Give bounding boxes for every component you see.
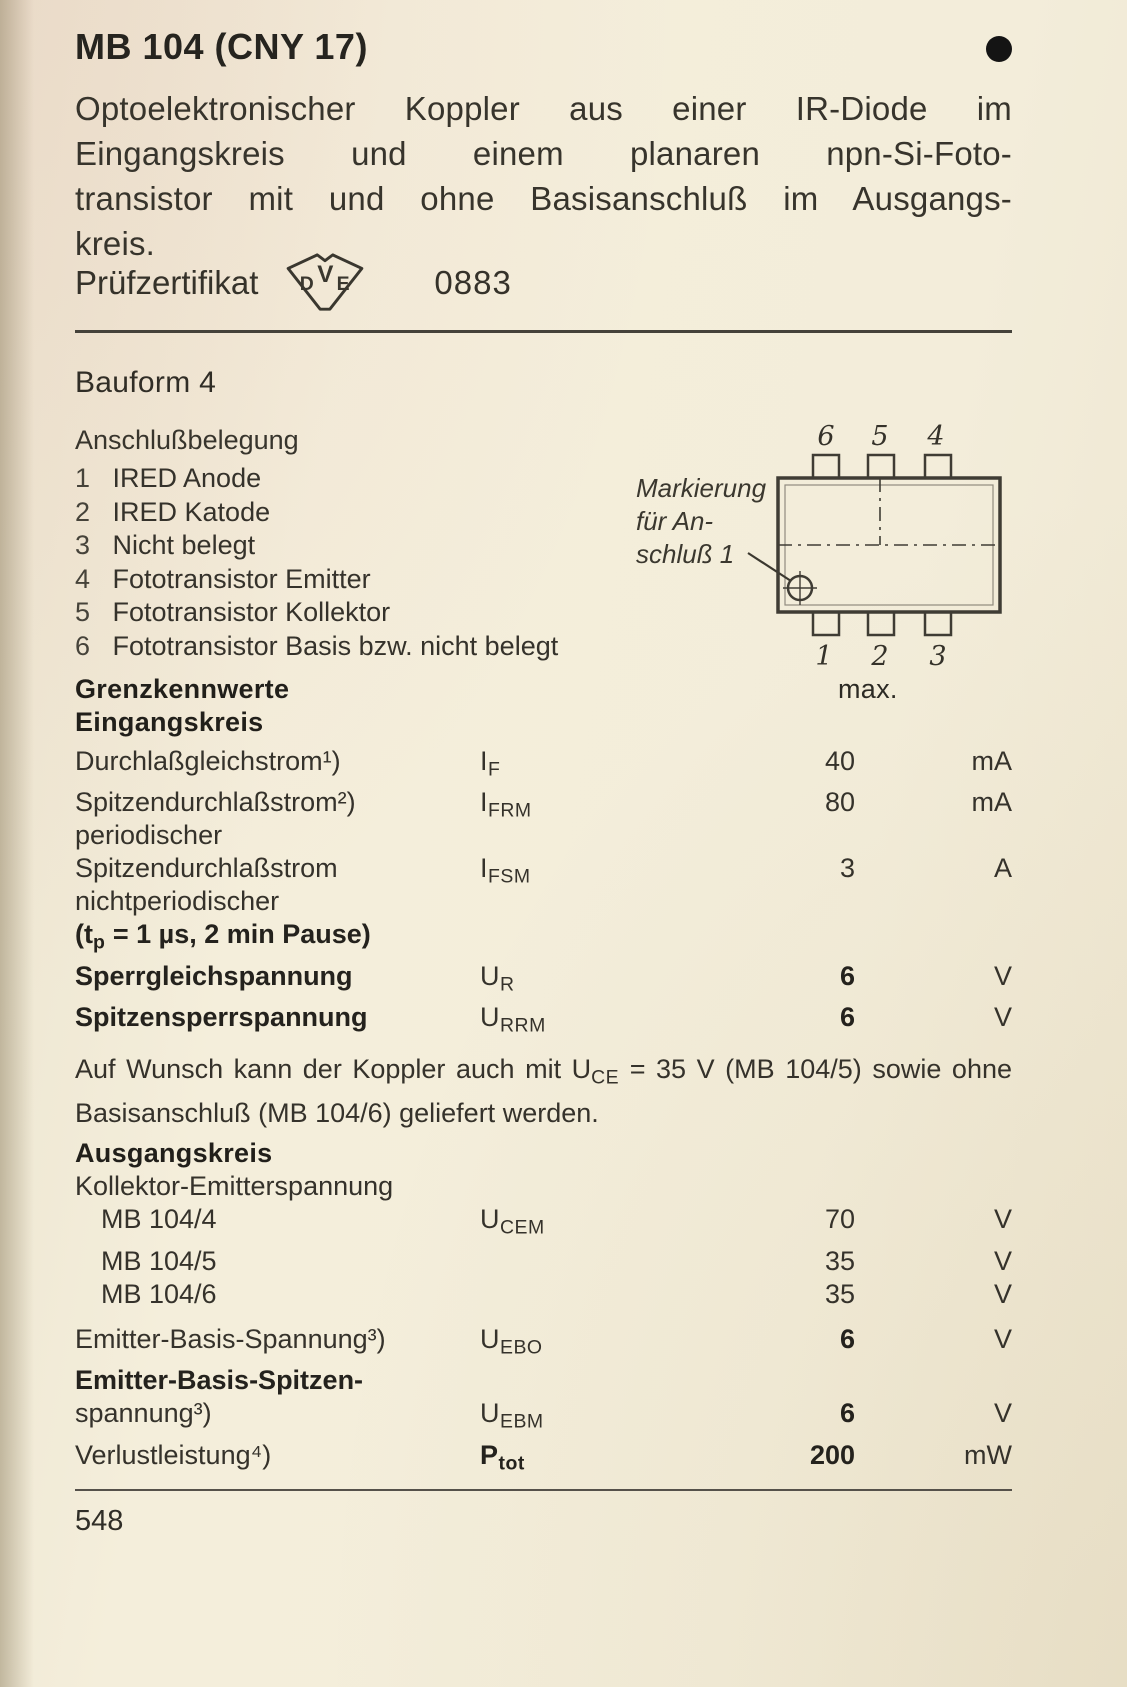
certificate-row	[75, 250, 1012, 316]
limit-symbol	[480, 1439, 675, 1480]
limit-value: 3	[839, 853, 855, 884]
limit-unit: mA	[971, 746, 1012, 776]
pin-number: 5	[75, 597, 91, 627]
input-circuit-heading: Eingangskreis	[75, 707, 264, 737]
variant-label: MB 104/5	[101, 1245, 217, 1276]
certificate-label: Prüfzertifikat	[75, 264, 259, 301]
limit-unit: V	[993, 1323, 1012, 1354]
note-subscript: CE	[591, 1066, 620, 1089]
limit-symbol	[480, 1323, 675, 1364]
output-circuit-heading: Ausgangskreis	[75, 1138, 273, 1169]
limit-symbol	[480, 1245, 675, 1278]
package-pin-bottom	[925, 612, 951, 635]
limit-value: 200	[809, 1439, 855, 1470]
intro-line-2: Eingangskreis und einem planaren npn-Si-Foto-	[75, 135, 1012, 172]
bottom-pin-number-3: 3	[929, 641, 947, 672]
pin-number: 2	[75, 496, 91, 527]
page-number: 548	[75, 1505, 124, 1537]
top-pin-number-5: 5	[871, 421, 889, 452]
limit-label-line: Spitzendurchlaßstrom	[75, 853, 338, 884]
limit-value: 35	[824, 1278, 855, 1309]
symbol-base: U	[480, 1323, 500, 1354]
group-label: Kollektor-Emitterspannung	[75, 1171, 394, 1202]
option-note	[75, 1051, 1012, 1131]
limits-heading-text: Grenzkennwerte	[75, 674, 290, 704]
limit-label: Durchlaßgleichstrom¹)	[75, 746, 341, 776]
limit-label: Sperrgleichspannung	[75, 960, 353, 991]
pin-number: 4	[75, 563, 91, 594]
pulse-condition-sub: p	[92, 931, 106, 954]
limit-value: 80	[824, 787, 855, 818]
intro-line-3: transistor mit und ohne Basisanschluß im Ausgangs-	[75, 180, 1012, 217]
vde-logo	[278, 251, 372, 315]
divider-top	[75, 330, 1012, 333]
vde-letter-e: E	[337, 272, 350, 295]
symbol-base: I	[480, 746, 489, 776]
symbol-subscript: CEM	[500, 1216, 545, 1239]
limit-value: 35	[824, 1245, 855, 1276]
pulse-condition-pre: (t	[75, 919, 93, 950]
limit-label: Emitter-Basis-Spannung³)	[75, 1323, 386, 1354]
vde-letter-d: D	[300, 272, 315, 295]
pin-assignment-list	[75, 462, 558, 663]
limit-row	[75, 1170, 1012, 1203]
pulse-condition-post: = 1 µs, 2 min Pause)	[105, 919, 371, 950]
limit-row	[75, 1439, 1012, 1480]
symbol-base: U	[480, 1002, 500, 1033]
symbol-base: U	[480, 1398, 500, 1429]
intro-paragraph	[75, 86, 1012, 266]
limit-unit: V	[993, 1002, 1012, 1033]
limit-row	[75, 1397, 1012, 1438]
limit-row	[75, 1203, 1012, 1244]
limit-label: Verlustleistung⁴)	[75, 1439, 272, 1470]
limit-label: Spitzensperrspannung	[75, 1002, 368, 1033]
note-pre: Auf Wunsch kann der Koppler auch mit U	[75, 1053, 592, 1084]
limit-symbol	[480, 1397, 675, 1438]
pin-row	[75, 563, 558, 597]
pin-label: IRED Katode	[112, 496, 271, 527]
limit-values-section	[75, 673, 1012, 1480]
limit-row	[75, 1278, 1012, 1311]
limit-row	[75, 1001, 1012, 1042]
bottom-pin-number-2: 2	[871, 641, 889, 672]
symbol-subscript: F	[488, 758, 501, 781]
vde-letter-v: V	[317, 261, 334, 289]
pin-label: IRED Anode	[112, 463, 262, 493]
limit-symbol	[480, 1001, 675, 1042]
bauform-heading: Bauform 4	[75, 366, 217, 399]
variant-label: MB 104/4	[101, 1204, 217, 1235]
limit-symbol	[480, 745, 675, 786]
pin-label: Fototransistor Basis bzw. nicht belegt	[112, 630, 559, 661]
package-pin-top	[868, 455, 894, 478]
limit-label-line	[75, 918, 480, 959]
limit-label: spannung³)	[75, 1398, 212, 1429]
limit-label	[75, 852, 480, 959]
limit-row	[75, 786, 1012, 852]
marking-note-line-3: schluß 1	[636, 539, 735, 569]
symbol-base: I	[480, 853, 489, 884]
symbol-subscript: RRM	[500, 1014, 546, 1037]
limit-label-line: Spitzendurchlaßstrom²)	[75, 787, 356, 818]
limit-value: 6	[839, 1398, 855, 1429]
symbol-base: P	[480, 1439, 499, 1470]
pinout-heading: Anschlußbelegung	[75, 425, 299, 455]
option-note-line-1	[75, 1051, 1012, 1095]
pin-row	[75, 630, 558, 664]
symbol-subscript: FSM	[488, 865, 531, 888]
limit-unit: V	[993, 1278, 1012, 1309]
limit-value: 70	[824, 1204, 855, 1235]
symbol-subscript: tot	[498, 1451, 525, 1474]
symbol-subscript: FRM	[488, 799, 532, 822]
limit-unit: V	[993, 1204, 1012, 1235]
pin-number: 3	[75, 530, 91, 560]
option-note-line-2: Basisanschluß (MB 104/6) geliefert werden.	[75, 1098, 599, 1129]
intro-line-4: kreis.	[75, 225, 156, 262]
scan-edge-shadow	[0, 0, 34, 1687]
limit-symbol	[480, 1278, 675, 1311]
package-pin-bottom	[868, 612, 894, 635]
limit-value: 6	[839, 1002, 855, 1033]
symbol-base: U	[480, 960, 500, 991]
symbol-subscript: EBO	[500, 1336, 543, 1359]
bottom-pin-number-1: 1	[815, 641, 833, 672]
limit-unit: V	[993, 960, 1012, 991]
pin-label: Fototransistor Emitter	[112, 563, 371, 594]
divider-bottom	[75, 1489, 1012, 1491]
limit-symbol	[480, 852, 675, 959]
limit-value: 6	[839, 960, 855, 991]
limit-unit: A	[993, 853, 1012, 884]
limit-unit: mW	[964, 1439, 1012, 1470]
pin-label: Fototransistor Kollektor	[112, 597, 391, 627]
pin-row	[75, 496, 558, 530]
limit-label-line: periodischer	[75, 820, 223, 851]
intro-line-1: Optoelektronischer Koppler aus einer IR-Diode im	[75, 90, 1012, 127]
limit-symbol	[480, 960, 675, 1001]
top-pin-number-6: 6	[817, 421, 835, 452]
limit-row	[75, 852, 1012, 959]
pin-row	[75, 462, 558, 496]
limit-symbol	[480, 786, 675, 852]
limit-value: 6	[839, 1323, 855, 1354]
package-pin-top	[813, 455, 839, 478]
limit-symbol	[480, 1203, 675, 1244]
variant-label: MB 104/6	[101, 1278, 217, 1309]
package-pin-bottom	[813, 612, 839, 635]
limit-row	[75, 1245, 1012, 1278]
max-column-label: max.	[838, 674, 898, 704]
limit-unit: V	[993, 1245, 1012, 1276]
corner-dot	[986, 36, 1012, 62]
package-diagram	[618, 415, 1022, 677]
symbol-base: U	[480, 1204, 500, 1235]
marking-note-line-2: für An-	[636, 506, 714, 536]
limit-row	[75, 1323, 1012, 1364]
certificate-number: 0883	[434, 264, 512, 301]
marking-note-line-1: Markierung	[636, 473, 767, 503]
limit-label: Emitter-Basis-Spitzen-	[75, 1365, 364, 1396]
limit-unit: V	[993, 1398, 1012, 1429]
pin-row	[75, 596, 558, 630]
limit-row	[75, 745, 1012, 786]
symbol-subscript: R	[500, 973, 515, 996]
pin-number: 1	[75, 463, 91, 493]
limit-row	[75, 1364, 1012, 1397]
pin-label: Nicht belegt	[112, 530, 256, 560]
note-post: = 35 V (MB 104/5) sowie ohne	[619, 1053, 1012, 1084]
limit-label	[75, 786, 480, 852]
pin-row	[75, 529, 558, 563]
symbol-subscript: EBM	[500, 1410, 544, 1433]
top-pin-number-4: 4	[927, 421, 945, 452]
limits-heading	[75, 673, 1012, 706]
page-title: MB 104 (CNY 17)	[75, 26, 368, 67]
pin-number: 6	[75, 630, 91, 661]
limit-unit: mA	[971, 787, 1012, 818]
limit-row	[75, 960, 1012, 1001]
package-pin-top	[925, 455, 951, 478]
symbol-base: I	[480, 787, 489, 818]
limit-value: 40	[824, 746, 855, 776]
limit-label-line: nichtperiodischer	[75, 886, 280, 917]
